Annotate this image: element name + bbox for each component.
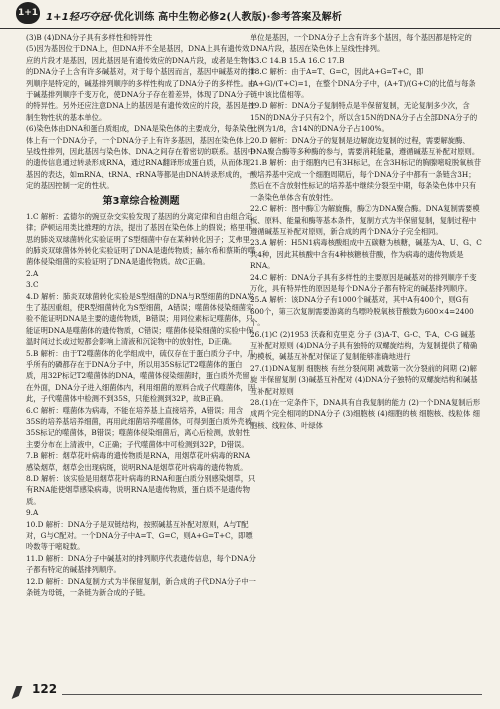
brand-name: 1+1轻巧夺冠 [46,12,110,23]
answer-item: 12.D 解析：DNA复制方式为半保留复制，新合成的子代DNA分子中一条链为母链，一条链为新合成的子链。 [26,576,256,598]
answer-paragraph: (3)B (4)DNA分子具有多样性和特异性 [26,33,153,42]
answer-item: 21.B 解析：由于细胞内已有3H标记，在含3H标记的胸腺嘧啶脱氧核苷酸培养基中完成一个细胞周期后，每个DNA分子中都有一条链含3H；然后在不含放射性标记的培养基中继续分裂至中期，每条染色体中只有一条染色单体含有放射性。 [250,158,482,202]
answer-item: 3.C [26,280,39,290]
answer-item: 4.D 解析：肺炎双球菌转化实验是S型细菌的DNA与R型细菌的DNA发生了基因重组，使R型细菌转化为S型细菌，A错误；噬菌体侵染细菌实验不能证明DNA是主要的遗传物质，B错误；用同位素标记噬菌体，只能证明DNA是噬菌体的遗传物质，C错误；噬菌体侵染细菌的实验中保温时间过长或过短都会影响上清液和沉淀物中的放射性，D正确。 [26,291,255,347]
answer-item: 27.(1)DNA复制 细胞核 有丝分裂间期 减数第一次分裂前的间期 (2)解旋 半保留复制 (3)碱基互补配对 (4)DNA分子独特的双螺旋结构和碱基互补配对原则 [250,363,478,396]
book-title: ·优化训练 高中生物必修2(人教版)·参考答案及解析 [109,12,343,23]
answer-item: 24.C 解析：DNA分子具有多样性的主要原因是碱基对的排列顺序千变万化，具有特异性的原因是每个DNA分子都有特定的碱基排列顺序。 [250,272,477,293]
answer-item: 8.D 解析：该实验是用烟草花叶病毒的RNA和蛋白质分别感染烟草，只有RNA能使烟草感染病毒，说明RNA是遗传物质，蛋白质不是遗传物质。 [26,474,256,506]
answer-paragraph: (5)因为基因位于DNA上，但DNA并不全是基因，DNA上具有遗传效应的片段才是基因，因此基因是有遗传效应的DNA片段，或者是生物体的DNA分子上含有许多碱基对，对于每个基因而言，基因中碱基对的排列顺序是特定的，碱基排列顺序的多样性构成了DNA分子的多样性。由于碱基排列顺序千变万化，使DNA分子存在着差异，体现了DNA分子的特异性。另外还应注意DNA上的基因是有遗传效应的片段，基因是控制生物性状的基本单位。 [26,44,256,122]
section-title: 第3章综合检测题 [102,195,180,207]
answer-item: 10.D 解析：DNA分子是双链结构，按照碱基互补配对原则，A与T配对，G与C配对。一个DNA分子中A=T、G=C，则A+G=T+C，即嘌呤数等于嘧啶数。 [26,519,253,552]
answer-item: 26.(1)C (2)1953 沃森和克里克 分子 (3)A-T、G-C、T-A、C-G 碱基互补配对原则 (4)DNA分子具有独特的双螺旋结构，为复制提供了精确的模板，碱基互补配对保证了复制能够准确地进行 [250,329,478,362]
left-column [26,32,256,682]
answer-item: 28.(1)在一定条件下，DNA具有自我复制的能力 (2)一个DNA复制后形成两个完全相同的DNA分子 (3)细胞核 (4)细胞的核 细胞核、线粒体 细胞核、线粒体、叶绿体 [250,398,481,430]
answer-item: 9.A [26,508,39,518]
brand-logo-icon: 1+1 [16,2,40,24]
answer-item: 11.D 解析：DNA分子中碱基对的排列顺序代表遗传信息，每个DNA分子都有特定的碱基排列顺序。 [26,553,256,575]
answer-item: 1.C 解析：孟德尔的豌豆杂交实验发现了基因的分离定律和自由组合定律；萨顿运用类比推理的方法，提出了基因在染色体上的假说；格里菲思的肺炎双球菌转化实验证明了S型细菌中存在某种转化因子；艾弗里的肺炎双球菌体外转化实验证明了DNA是遗传物质；赫尔希和蔡斯的噬菌体侵染细菌的实验证明了DNA是遗传物质。故C正确。 [26,211,256,267]
answer-item: 单位是基因，一个DNA分子上含有许多个基因，每个基因都是特定的DNA片段，基因在染色体上呈线性排列。 [250,33,472,54]
header-title [46,8,342,23]
footer-divider [62,694,482,695]
answer-item: 20.D 解析：DNA分子的复制是边解旋边复制的过程，需要解旋酶、DNA聚合酶等多种酶的参与，需要消耗能量，遵循碱基互补配对原则。 [250,135,480,157]
answer-item: 19.D 解析：DNA分子复制特点是半保留复制，无论复制多少次，含15N的DNA分子只有2个，所以含15N的DNA分子占全部DNA分子的比例为1/8，含14N的DNA分子占100%。 [250,101,478,134]
answer-item: 18.C 解析：由于A=T、G=C，因此A+G=T+C，即(A+G)/(T+C)=1，在整个DNA分子中，(A+T)/(G+C)的比值与每条链中该比值相等。 [250,67,476,100]
answer-paragraph: (6)染色体由DNA和蛋白质组成，DNA是染色体的主要成分，每条染色体上有一个DNA分子，一个DNA分子上有许多基因，基因在染色体上呈线性排列，因此基因与染色体、DNA之间存在着密切的联系。基因中的遗传信息通过转录形成RNA，通过RNA翻译形成蛋白质，从而体现基因的表达，如mRNA、tRNA、rRNA等都是由DNA转录形成的，一定的基因控制一定的性状。 [26,124,256,191]
answer-item: 6.C 解析：噬菌体为病毒，不能在培养基上直接培养，A错误；用含35S的培养基培养细菌，再用此细菌培养噬菌体，可得到蛋白质外壳被35S标记的噬菌体，B错误；噬菌体侵染细菌后，离心后检测，放射性主要分布在上清液中，C正确；子代噬菌体中可检测到32P，D错误。 [26,405,252,449]
answer-item: 23.A 解析：H5N1病毒核酸组成中五碳糖为核糖，碱基为A、U、G、C共4种，因此其核酸中含有4种核糖核苷酸，作为病毒的遗传物质是RNA。 [250,238,482,271]
answer-item: 22.C 解析：图中酶①为解旋酶，酶②为DNA聚合酶。DNA复制需要模板、原料、能量和酶等基本条件，复制方式为半保留复制，复制过程中遵循碱基互补配对原则，新合成的两个DNA分子完全相同。 [250,204,480,236]
right-column [250,32,482,682]
answer-item: 7.B 解析：烟草花叶病毒的遗传物质是RNA，用烟草花叶病毒的RNA感染烟草，烟草会出现病斑，说明RNA是烟草花叶病毒的遗传物质。 [26,451,251,472]
answer-item: 25.A 解析：该DNA分子有1000个碱基对，其中A有400个，则G有600个，第三次复制需要游离的鸟嘌呤脱氧核苷酸数为600×4=2400个。 [250,295,474,328]
answer-item: 2.A [26,268,39,278]
answer-item: 5.B 解析：由于T2噬菌体的化学组成中，硫仅存在于蛋白质分子中，几乎所有的磷都存在于DNA分子中，所以用35S标记T2噬菌体的蛋白质，用32P标记T2噬菌体的DNA，噬菌体侵染细菌时，蛋白质外壳留在外面，DNA分子进入细菌体内，利用细菌的原料合成子代噬菌体，因此，子代噬菌体中检测不到35S，只能检测到32P，故B正确。 [26,348,256,404]
page-header [0,0,500,29]
page-number: 122 [32,682,58,696]
answer-item: 13.C 14.B 15.A 16.C 17.B [250,55,345,65]
